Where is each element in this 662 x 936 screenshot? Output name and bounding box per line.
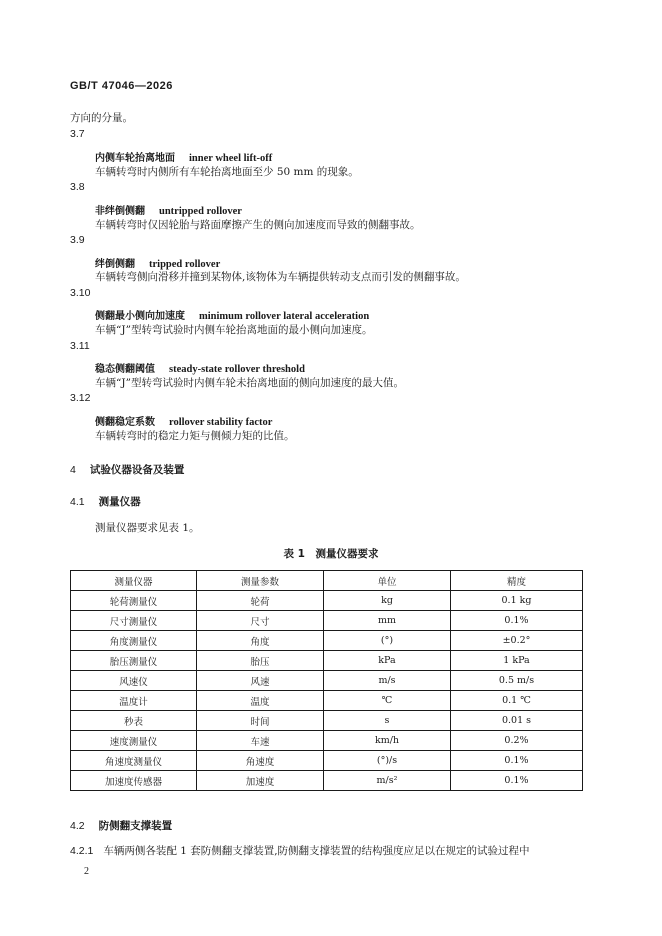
table-cell: 0.1% (451, 611, 583, 631)
clause-text (70, 843, 530, 858)
table-cell: (°) (324, 631, 451, 651)
term-definition: 车辆转弯时内侧所有车轮抬离地面至少 50 mm 的现象。 (95, 166, 359, 178)
term-chinese: 内侧车轮抬离地面 (95, 153, 175, 164)
table-row (71, 671, 583, 691)
table-cell: ±0.2° (451, 631, 583, 651)
header-cell: 测量仪器 (71, 571, 197, 591)
term-chinese: 稳态侧翻阈值 (95, 364, 155, 375)
continuation-text: 方向的分量。 (70, 112, 133, 124)
subsection-number: 4.1 (70, 496, 85, 508)
table-cell: 尺寸 (197, 611, 324, 631)
subsection-heading (70, 818, 172, 833)
term-chinese: 非绊倒侧翻 (95, 206, 145, 217)
term-chinese: 绊倒侧翻 (95, 259, 135, 270)
term-definition: 车辆“J”型转弯试验时内侧车轮抬离地面的最小侧向加速度。 (95, 324, 373, 336)
table-cell: s (324, 711, 451, 731)
table-cell: 0.5 m/s (451, 671, 583, 691)
clause-number: 3.12 (70, 392, 91, 404)
table-cell: 1 kPa (451, 651, 583, 671)
page-number: 2 (84, 866, 89, 877)
table-cell: kPa (324, 651, 451, 671)
table-cell: 0.2% (451, 731, 583, 751)
term-definition: 车辆转弯侧向滑移并撞到某物体,该物体为车辆提供转动支点而引发的侧翻事故。 (95, 271, 466, 283)
table-cell: 秒表 (71, 711, 197, 731)
clause-number: 3.9 (70, 234, 85, 246)
instrument-table (70, 570, 583, 791)
table-cell: 0.1 ℃ (451, 691, 583, 711)
table-row (71, 631, 583, 651)
clause-number: 3.8 (70, 181, 85, 193)
term-definition: 车辆“J”型转弯试验时内侧车轮未抬离地面的侧向加速度的最大值。 (95, 377, 404, 389)
table-cell: 角度测量仪 (71, 631, 197, 651)
clause-number: 3.10 (70, 287, 91, 299)
subsection-title: 测量仪器 (98, 496, 141, 508)
subsection-number: 4.2 (70, 820, 85, 832)
clause-number: 4.2.1 (70, 845, 94, 857)
table-cell: 角度 (197, 631, 324, 651)
table-row (71, 611, 583, 631)
term-english: minimum rollover lateral acceleration (199, 311, 370, 322)
table-cell: 轮荷 (197, 591, 324, 611)
table-row (71, 751, 583, 771)
table-cell: ℃ (324, 691, 451, 711)
header-cell: 测量参数 (197, 571, 324, 591)
table-cell: km/h (324, 731, 451, 751)
table-cell: m/s² (324, 771, 451, 791)
table-cell: 胎压 (197, 651, 324, 671)
table-row (71, 711, 583, 731)
term-english: tripped rollover (149, 259, 221, 270)
term-chinese: 侧翻最小侧向加速度 (95, 311, 185, 322)
table-cell: 加速度传感器 (71, 771, 197, 791)
term-definition: 车辆转弯时的稳定力矩与侧倾力矩的比值。 (95, 430, 295, 442)
table-cell: 0.1% (451, 751, 583, 771)
table-cell: 0.01 s (451, 711, 583, 731)
header-cell: 单位 (324, 571, 451, 591)
table-cell: 风速仪 (71, 671, 197, 691)
table-cell: 速度测量仪 (71, 731, 197, 751)
standard-header: GB/T 47046—2026 (70, 80, 173, 92)
clause-number: 3.7 (70, 128, 85, 140)
table-cell: 风速 (197, 671, 324, 691)
table-cell: 0.1 kg (451, 591, 583, 611)
header-cell: 精度 (451, 571, 583, 591)
table-cell: 车速 (197, 731, 324, 751)
section-heading (70, 462, 184, 477)
table-cell: 加速度 (197, 771, 324, 791)
clause-number: 3.11 (70, 340, 90, 352)
table-cell: 轮荷测量仪 (71, 591, 197, 611)
table-cell: 温度 (197, 691, 324, 711)
table-row (71, 771, 583, 791)
table-header-row (71, 571, 583, 591)
section-title: 试验仪器设备及装置 (89, 464, 185, 476)
term-english: rollover stability factor (169, 417, 273, 428)
table-caption: 表 1 测量仪器要求 (283, 548, 379, 560)
term-heading (95, 146, 272, 165)
table-cell: 0.1% (451, 771, 583, 791)
table-cell: 胎压测量仪 (71, 651, 197, 671)
table-cell: (°)/s (324, 751, 451, 771)
term-heading (95, 304, 369, 323)
table-cell: kg (324, 591, 451, 611)
term-heading (95, 199, 242, 218)
table-cell: 时间 (197, 711, 324, 731)
term-english: untripped rollover (159, 206, 242, 217)
clause-body: 车辆两侧各装配 1 套防侧翻支撑装置,防侧翻支撑装置的结构强度应足以在规定的试验过程中 (103, 845, 530, 857)
term-english: inner wheel lift-off (189, 153, 273, 164)
term-english: steady-state rollover threshold (169, 364, 305, 375)
term-heading (95, 357, 305, 376)
table-cell: mm (324, 611, 451, 631)
table-row (71, 691, 583, 711)
table-cell: 温度计 (71, 691, 197, 711)
subsection-heading (70, 494, 141, 509)
term-heading (95, 410, 272, 429)
table-cell: 尺寸测量仪 (71, 611, 197, 631)
table-cell: 角速度测量仪 (71, 751, 197, 771)
table-row (71, 731, 583, 751)
table-row (71, 651, 583, 671)
table-cell: m/s (324, 671, 451, 691)
section-number: 4 (70, 464, 76, 476)
term-chinese: 侧翻稳定系数 (95, 417, 155, 428)
paragraph: 测量仪器要求见表 1。 (95, 522, 200, 534)
table-cell: 角速度 (197, 751, 324, 771)
term-definition: 车辆转弯时仅因轮胎与路面摩擦产生的侧向加速度而导致的侧翻事故。 (95, 219, 421, 231)
subsection-title: 防侧翻支撑装置 (98, 820, 173, 832)
table-row (71, 591, 583, 611)
